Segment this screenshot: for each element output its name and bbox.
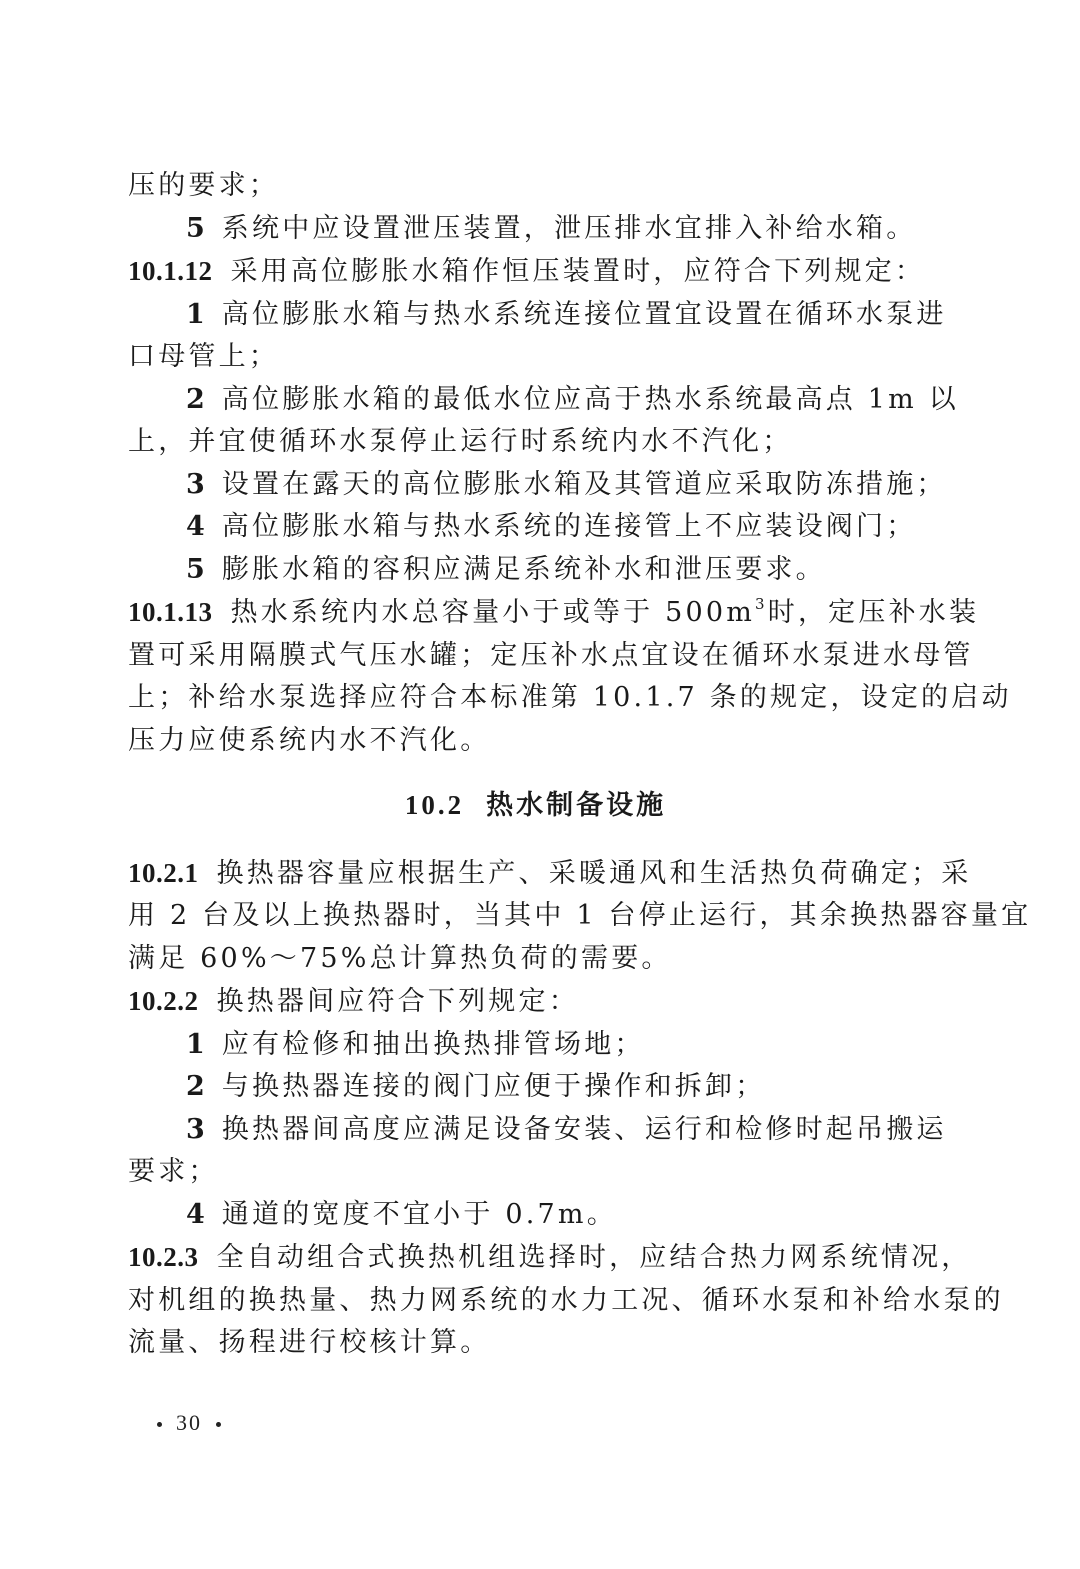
text-line — [128, 1280, 1004, 1323]
text: 置可采用隔膜式气压水罐；定压补水点宜设在循环水泵进水母管 — [128, 639, 974, 671]
text: 用 2 台及以上换热器时，当其中 1 台停止运行，其余换热器容量宜 — [128, 900, 1032, 931]
clause-text: 采用高位膨胀水箱作恒压装置时，应符合下列规定： — [230, 256, 926, 287]
text-line — [128, 165, 943, 208]
page-body — [128, 165, 1032, 1365]
text: 压的要求； — [128, 170, 279, 201]
text: 上，并宜使循环水泵停止运行时系统内水不汽化； — [128, 426, 793, 457]
item-text: 高位膨胀水箱的最低水位应高于热水系统最高点 1m 以 — [221, 383, 959, 415]
list-item — [128, 464, 947, 507]
clause-number: 10.2.2 — [128, 986, 199, 1016]
page-number-text: 30 — [176, 1410, 202, 1435]
page-number — [143, 1410, 235, 1436]
text: 上；补给水泵选择应符合本标准第 10.1.7 条的规定，设定的启动 — [128, 682, 1012, 713]
item-number: 5 — [186, 212, 206, 244]
text: 对机组的换热量、热力网系统的水力工况、循环水泵和补给水泵的 — [128, 1284, 1004, 1316]
text-line — [128, 938, 943, 981]
text-line — [128, 635, 974, 678]
text-line — [128, 336, 943, 379]
clause-number: 10.1.12 — [128, 256, 213, 286]
bullet-dot-icon — [157, 1422, 162, 1427]
text-line — [128, 720, 943, 763]
item-text: 膨胀水箱的容积应满足系统补水和泄压要求。 — [221, 553, 826, 585]
clause-heading — [128, 591, 980, 635]
text: 满足 60%～75%总计算热负荷的需要。 — [128, 942, 672, 974]
text-line — [128, 1151, 943, 1194]
clause-text: 热水系统内水总容量小于或等于 500m — [230, 597, 756, 628]
clause-number: 10.1.13 — [128, 597, 213, 627]
item-number: 4 — [186, 511, 206, 542]
list-item — [128, 208, 943, 251]
list-item — [128, 1066, 943, 1109]
section-number: 10.2 — [404, 790, 465, 820]
item-text: 通道的宽度不宜小于 0.7m。 — [221, 1198, 617, 1230]
text-line — [128, 1322, 943, 1365]
item-text: 高位膨胀水箱与热水系统的连接管上不应装设阀门； — [221, 511, 917, 542]
clause-heading — [128, 250, 943, 294]
text-line — [128, 895, 1032, 938]
section-heading — [128, 784, 943, 828]
text: 要求； — [128, 1156, 219, 1187]
clause-heading — [128, 980, 943, 1024]
item-number: 4 — [186, 1198, 206, 1230]
section-title-text: 热水制备设施 — [486, 790, 667, 821]
text: 口母管上； — [128, 341, 279, 372]
text: 流量、扬程进行校核计算。 — [128, 1327, 491, 1358]
item-text: 设置在露天的高位膨胀水箱及其管道应采取防冻措施； — [221, 468, 947, 500]
superscript: 3 — [755, 595, 768, 613]
text-line — [128, 421, 943, 464]
item-text: 应有检修和抽出换热排管场地； — [221, 1028, 645, 1060]
item-text: 系统中应设置泄压装置，泄压排水宜排入补给水箱。 — [221, 212, 917, 244]
text: 压力应使系统内水不汽化。 — [128, 724, 491, 756]
clause-number: 10.2.3 — [128, 1242, 199, 1272]
item-number: 1 — [186, 1028, 206, 1060]
list-item — [128, 379, 959, 422]
list-item — [128, 506, 943, 549]
clause-text: 全自动组合式换热机组选择时，应结合热力网系统情况， — [216, 1242, 972, 1273]
clause-text: 时，定压补水装 — [767, 597, 980, 628]
item-text: 换热器间高度应满足设备安装、运行和检修时起吊搬运 — [221, 1113, 947, 1145]
item-number: 3 — [186, 1113, 206, 1145]
list-item — [128, 1109, 947, 1152]
text-line — [128, 677, 1012, 720]
list-item — [128, 1194, 943, 1237]
clause-number: 10.2.1 — [128, 857, 199, 888]
item-number: 2 — [186, 1071, 206, 1102]
item-number: 2 — [186, 383, 206, 415]
clause-heading — [128, 852, 972, 896]
item-text: 与换热器连接的阀门应便于操作和拆卸； — [221, 1071, 766, 1102]
bullet-dot-icon — [216, 1422, 221, 1427]
list-item — [128, 1024, 943, 1067]
item-text: 高位膨胀水箱与热水系统连接位置宜设置在循环水泵进 — [221, 298, 947, 330]
clause-text: 换热器容量应根据生产、采暖通风和生活热负荷确定；采 — [216, 857, 972, 889]
item-number: 5 — [186, 553, 206, 585]
clause-heading — [128, 1236, 972, 1280]
list-item — [128, 294, 947, 337]
item-number: 3 — [186, 468, 206, 500]
item-number: 1 — [186, 298, 206, 330]
clause-text: 换热器间应符合下列规定： — [216, 986, 579, 1017]
list-item — [128, 549, 943, 592]
